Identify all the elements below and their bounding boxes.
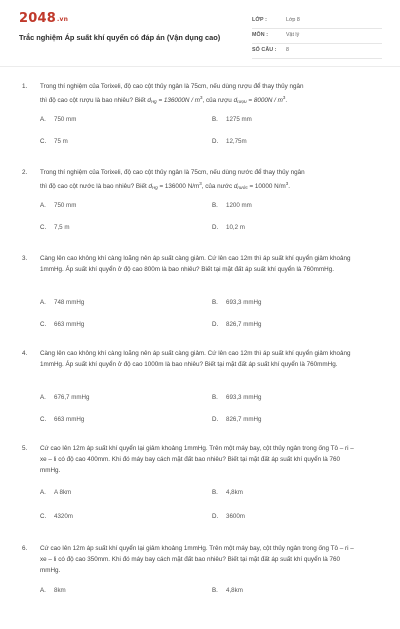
formula-var: d xyxy=(233,97,238,105)
option-letter: B. xyxy=(212,489,218,496)
question-text-part: . xyxy=(285,97,288,105)
option-value: 826,7 mmHg xyxy=(226,321,262,328)
brand-suffix: .vn xyxy=(56,16,69,23)
document-title: Trắc nghiệm Áp suất khí quyển có đáp án (Vận dụng cao) xyxy=(19,33,221,42)
option-d[interactable] xyxy=(212,415,261,425)
option-value: 12,75m xyxy=(226,138,247,145)
formula-var: d xyxy=(233,183,238,191)
formula-unit: N / m xyxy=(267,97,283,105)
option-letter: A. xyxy=(40,299,46,306)
option-b[interactable] xyxy=(212,201,252,211)
question-3 xyxy=(0,253,400,348)
meta-info xyxy=(252,14,382,59)
option-letter: C. xyxy=(40,138,47,145)
option-a[interactable] xyxy=(40,586,66,596)
option-letter: A. xyxy=(40,116,46,123)
option-d[interactable] xyxy=(212,223,245,233)
formula-unit: N / m xyxy=(184,97,200,105)
question-text-part: thì độ cao cột nước là bao nhiêu? Biết xyxy=(40,183,149,191)
option-letter: A. xyxy=(40,587,46,594)
page-header xyxy=(0,0,400,62)
question-text-part: , của nước xyxy=(201,183,234,191)
question-number: 5. xyxy=(22,445,28,452)
option-letter: A. xyxy=(40,489,46,496)
option-a[interactable] xyxy=(40,393,89,403)
option-letter: D. xyxy=(212,224,219,231)
formula-subscript: Hg xyxy=(151,185,158,191)
question-6 xyxy=(0,543,400,629)
option-b[interactable] xyxy=(212,298,261,308)
option-c[interactable] xyxy=(40,512,73,522)
question-number: 3. xyxy=(22,255,28,262)
brand-logo[interactable] xyxy=(19,12,68,27)
question-text: Càng lên cao không khí càng loãng nên áp suất càng giảm. Cứ lên cao 12m thì áp suất khí quyển giảm khoảng 1mmHg. Áp suất khí quyển ở độ cao 1000m là bao nhiêu? Biết tại mặt đất áp suất khí quyển là 760mmHg. xyxy=(40,350,351,369)
question-text: Cứ cao lên 12m áp suất khí quyển lại giảm khoảng 1mmHg. Trên một máy bay, cột thủy ngân trong ống Tô – ri – xe – li có độ cao 400mm. Khi đó máy bay cách mặt đất bao nhiêu? Biết tại mặt đất áp suất khí quyển là 760 mmHg. xyxy=(40,445,354,475)
option-value: A 8km xyxy=(54,489,72,496)
option-c[interactable] xyxy=(40,320,84,330)
meta-row-class xyxy=(252,14,382,29)
option-value: 693,3 mmHg xyxy=(226,299,262,306)
option-value: 10,2 m xyxy=(226,224,245,231)
option-letter: A. xyxy=(40,202,46,209)
option-letter: C. xyxy=(40,321,47,328)
option-value: 826,7 mmHg xyxy=(226,416,262,423)
question-list xyxy=(0,81,400,629)
option-value: 1275 mm xyxy=(226,116,252,123)
formula-var: d xyxy=(148,183,152,191)
option-value: 663 mmHg xyxy=(54,321,85,328)
meta-row-count xyxy=(252,44,382,59)
option-value: 676,7 mmHg xyxy=(54,394,90,401)
question-text: Càng lên cao không khí càng loãng nên áp suất càng giảm. Cứ lên cao 12m thì áp suất khí quyển giảm khoảng 1mmHg. Áp suất khí quyển ở độ cao 800m là bao nhiêu? Biết tại mặt đất áp suất khí quyển là 760mmHg. xyxy=(40,255,351,274)
option-b[interactable] xyxy=(212,488,243,498)
option-value: 663 mmHg xyxy=(54,416,85,423)
option-letter: D. xyxy=(212,138,219,145)
formula-subscript: rượu xyxy=(237,99,247,105)
option-a[interactable] xyxy=(40,201,76,211)
formula-value: = 8000 xyxy=(246,97,268,105)
meta-label: LỚP : xyxy=(252,17,267,23)
option-letter: C. xyxy=(40,513,47,520)
option-letter: B. xyxy=(212,299,218,306)
option-b[interactable] xyxy=(212,393,261,403)
question-number: 4. xyxy=(22,350,28,357)
question-text xyxy=(40,81,362,107)
option-value: 750 mm xyxy=(54,116,77,123)
brand-name: 2048 xyxy=(19,11,56,26)
formula-var: d xyxy=(147,97,151,105)
option-value: 7,5 m xyxy=(54,224,70,231)
option-value: 693,3 mmHg xyxy=(226,394,262,401)
formula-subscript: Hg xyxy=(150,99,157,105)
option-value: 4320m xyxy=(54,513,73,520)
formula-value: = 136000 xyxy=(156,97,185,105)
question-text-part: thì độ cao cột rượu là bao nhiêu? Biết xyxy=(40,97,148,105)
question-text: Cứ cao lên 12m áp suất khí quyển lại giảm khoảng 1mmHg. Trên một máy bay, cột thủy ngân trong ống Tô – ri – xe – li có độ cao 350mm. Khi đó máy bay cách mặt đất bao nhiêu? Biết tại mặt đất áp suất khí quyển là 760 mmHg. xyxy=(40,545,354,575)
option-letter: D. xyxy=(212,513,219,520)
question-number: 6. xyxy=(22,545,28,552)
option-value: 4,8km xyxy=(226,489,243,496)
option-b[interactable] xyxy=(212,115,252,125)
header-divider xyxy=(0,66,400,67)
formula-superscript: 3 xyxy=(199,95,203,101)
option-value: 1200 mm xyxy=(226,202,252,209)
question-number: 2. xyxy=(22,169,28,176)
option-letter: C. xyxy=(40,416,47,423)
formula-superscript: 3 xyxy=(282,95,286,101)
option-letter: C. xyxy=(40,224,47,231)
option-a[interactable] xyxy=(40,115,76,125)
option-value: 4,8km xyxy=(226,587,243,594)
option-b[interactable] xyxy=(212,586,243,596)
formula-value: = 10000 N/m xyxy=(247,183,286,191)
meta-value: Vật lý xyxy=(286,32,300,38)
option-c[interactable] xyxy=(40,223,69,233)
formula-value: = 136000 N/m xyxy=(157,183,200,191)
question-1 xyxy=(0,81,400,167)
option-c[interactable] xyxy=(40,137,68,147)
meta-label: SỐ CÂU : xyxy=(252,47,277,53)
question-text-part: . xyxy=(288,183,290,191)
formula-superscript: 3 xyxy=(285,181,289,187)
option-value: 750 mm xyxy=(54,202,77,209)
formula-superscript: 3 xyxy=(199,181,202,187)
option-c[interactable] xyxy=(40,415,84,425)
option-a[interactable] xyxy=(40,488,71,498)
question-4 xyxy=(0,348,400,443)
meta-label: MÔN : xyxy=(252,32,269,38)
meta-value: Lớp 8 xyxy=(286,17,300,23)
option-d[interactable] xyxy=(212,137,247,147)
question-number: 1. xyxy=(22,83,28,90)
option-a[interactable] xyxy=(40,298,84,308)
question-text-line: Trong thí nghiệm của Torixeli, độ cao cột thủy ngân là 75cm, nếu dùng nước để thay thủy ngân xyxy=(40,169,305,176)
formula-subscript: nước xyxy=(237,185,248,191)
option-d[interactable] xyxy=(212,512,245,522)
meta-value: 8 xyxy=(286,47,289,53)
option-value: 748 mmHg xyxy=(54,299,85,306)
option-letter: B. xyxy=(212,202,218,209)
question-text-line: Trong thí nghiệm của Torixeli, độ cao cột thủy ngân là 75cm, nếu dùng rượu để thay thủy ngân xyxy=(40,83,304,90)
option-letter: B. xyxy=(212,394,218,401)
option-value: 3600m xyxy=(226,513,245,520)
question-5 xyxy=(0,443,400,543)
option-letter: A. xyxy=(40,394,46,401)
option-value: 75 m xyxy=(54,138,68,145)
option-value: 8km xyxy=(54,587,66,594)
option-letter: B. xyxy=(212,587,218,594)
question-text-part: , của rượu xyxy=(202,97,234,105)
option-letter: B. xyxy=(212,116,218,123)
meta-row-subject xyxy=(252,29,382,44)
option-d[interactable] xyxy=(212,320,261,330)
option-letter: D. xyxy=(212,321,219,328)
question-2 xyxy=(0,167,400,253)
option-letter: D. xyxy=(212,416,219,423)
question-text xyxy=(40,167,362,193)
